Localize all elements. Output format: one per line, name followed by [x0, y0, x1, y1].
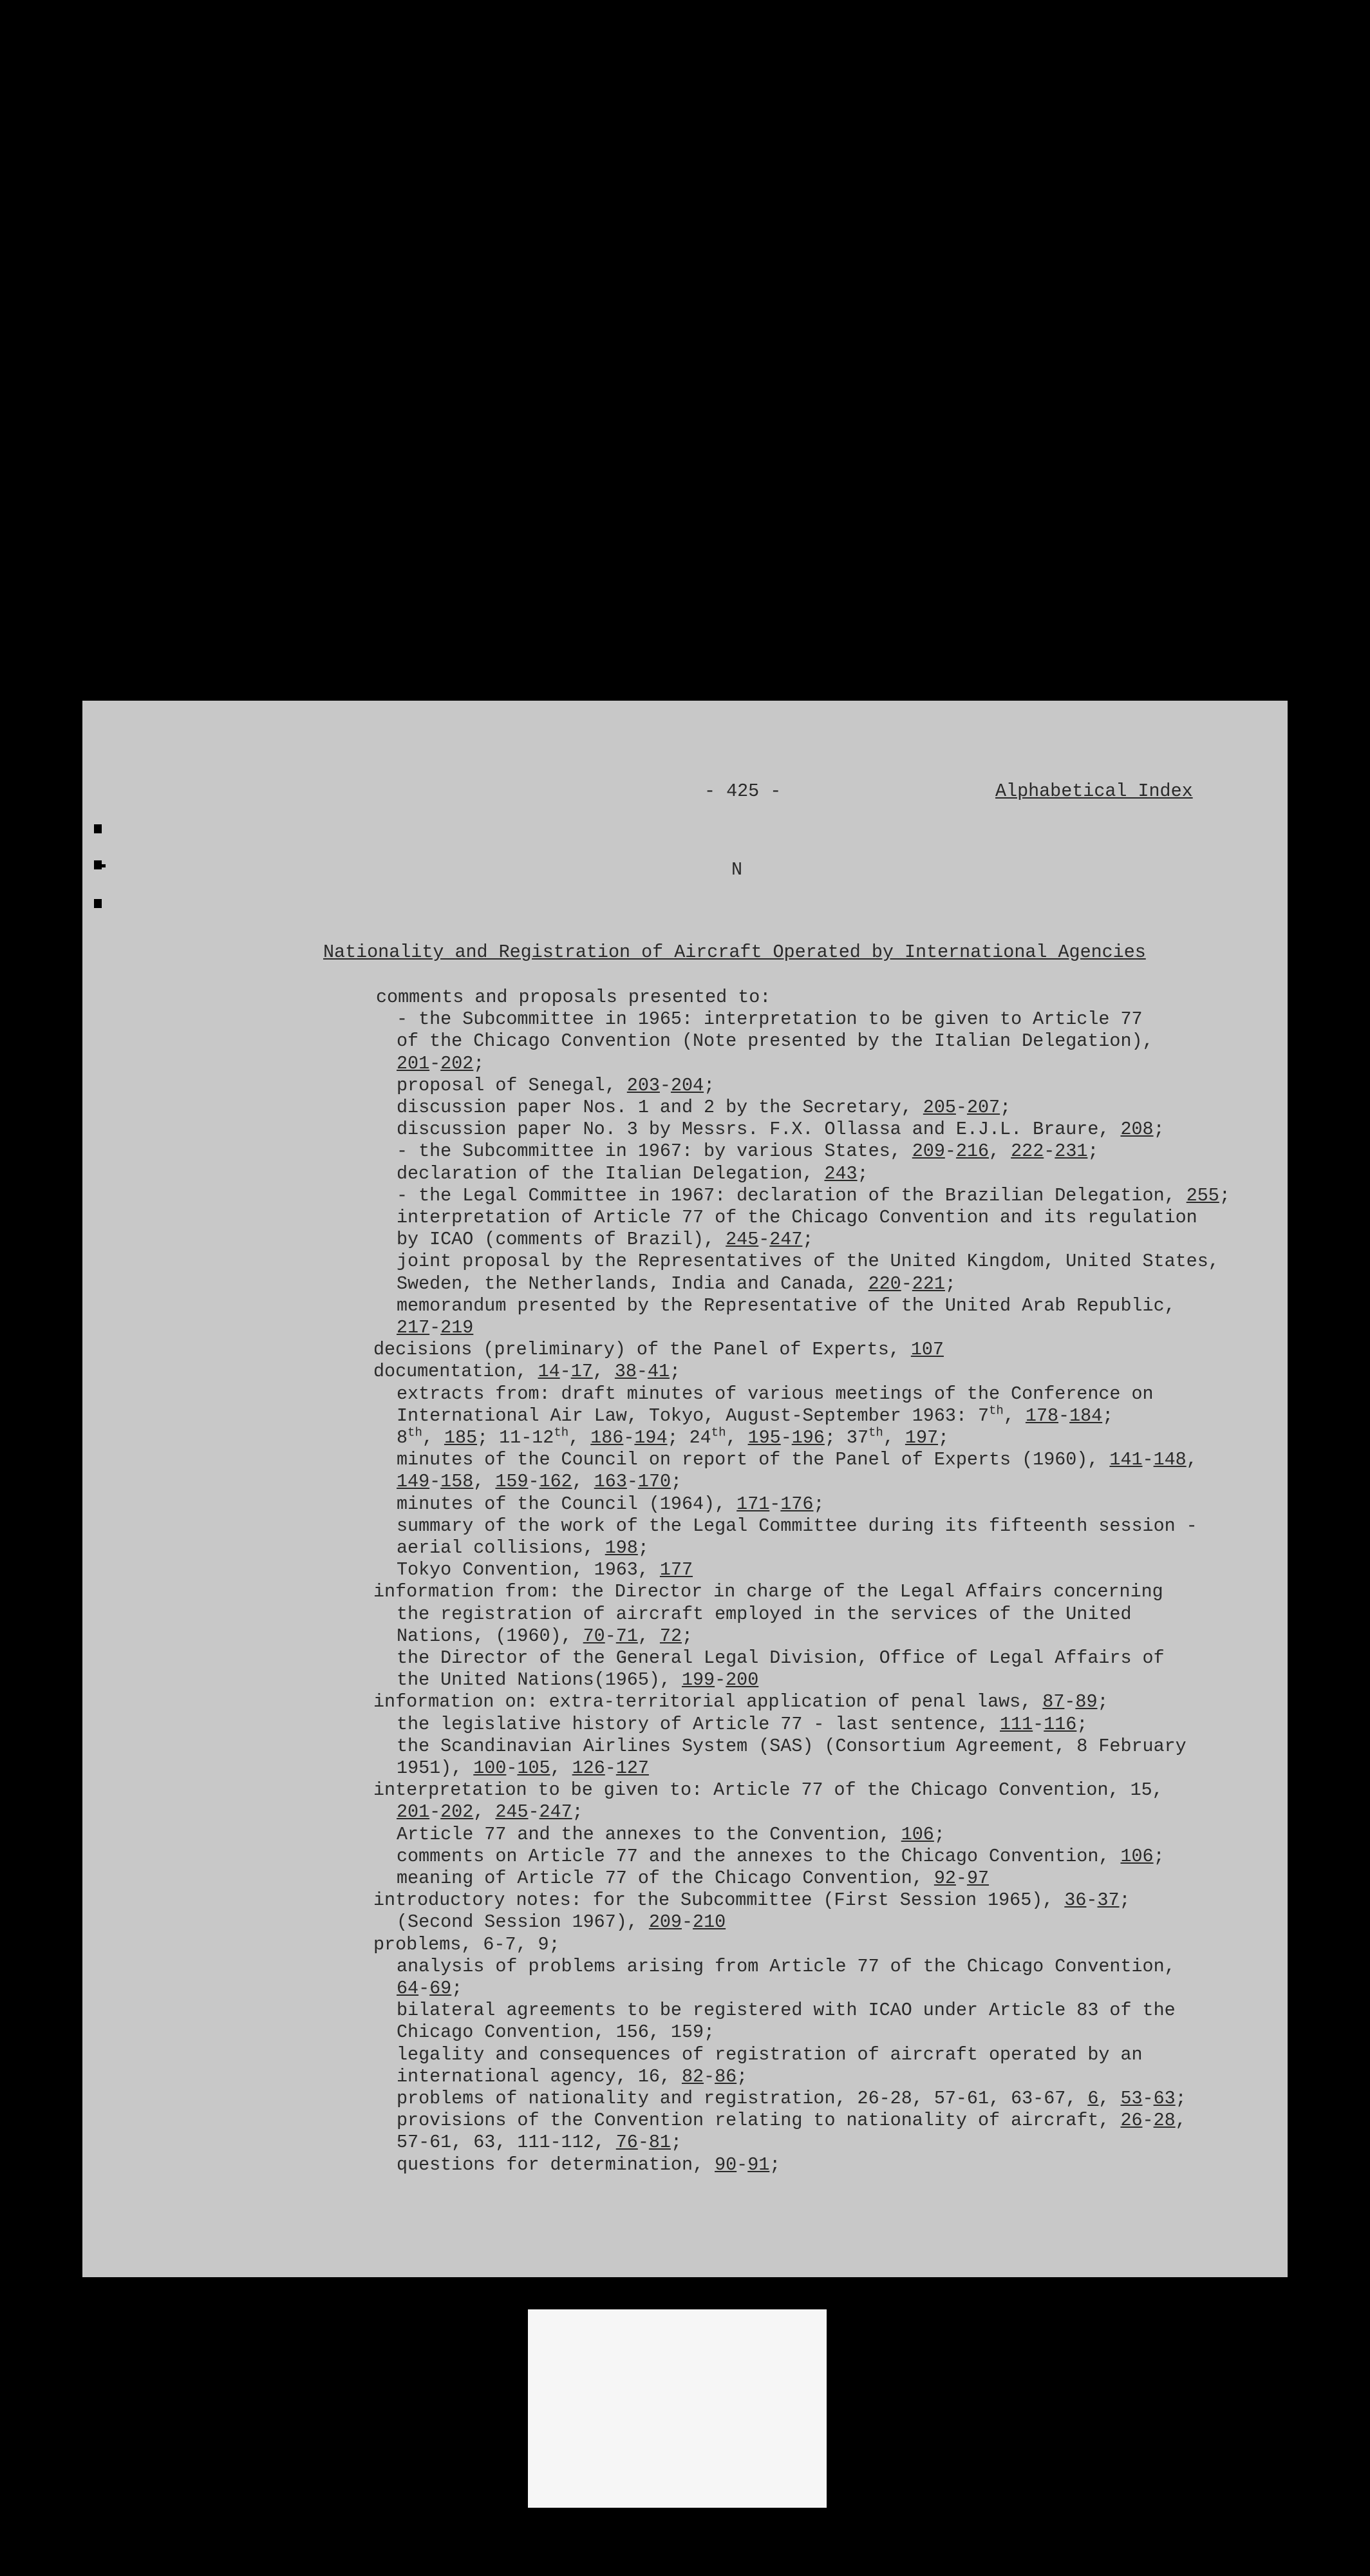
line-text: interpretation to be given to: Article 77 of the Chicago Convention, 15, — [373, 1779, 1163, 1801]
page-reference: 231 — [1055, 1141, 1088, 1162]
page-reference: 158 — [440, 1471, 474, 1493]
line-text: the registration of aircraft employed in the services of the United — [397, 1603, 1132, 1625]
index-line — [397, 1317, 473, 1339]
line-text: - — [769, 1493, 781, 1515]
line-text: introductory notes: for the Subcommittee (First Session 1965), — [373, 1889, 1065, 1911]
page-reference: 196 — [791, 1427, 825, 1448]
page-reference: 209 — [912, 1141, 945, 1162]
page-reference: 199 — [681, 1669, 715, 1691]
line-text: - — [637, 2132, 649, 2154]
line-text: ; — [1153, 1119, 1165, 1141]
page-reference: 36 — [1064, 1889, 1087, 1911]
index-line — [397, 1141, 1098, 1162]
line-text: - — [1058, 1405, 1070, 1426]
line-text: ; — [769, 2154, 781, 2175]
page-reference: 170 — [637, 1471, 671, 1493]
page-reference: 105 — [517, 1757, 550, 1779]
line-text: ; — [857, 1162, 868, 1184]
line-text: 8 — [397, 1427, 408, 1448]
index-line — [373, 1581, 1163, 1603]
line-text: Article 77 and the annexes to the Convention, — [397, 1823, 901, 1845]
line-text: ; — [737, 2065, 748, 2087]
index-line — [397, 1075, 715, 1097]
index-line — [397, 1295, 1176, 1317]
index-line — [397, 1604, 1132, 1625]
line-text: - — [429, 1317, 441, 1338]
index-line — [397, 1405, 1113, 1427]
line-text: - — [605, 1625, 616, 1647]
page-reference: 92 — [934, 1868, 956, 1889]
line-text: ; — [1175, 2088, 1187, 2109]
index-line — [397, 1449, 1197, 1471]
page-reference: 159 — [495, 1471, 529, 1493]
index-line — [397, 2022, 715, 2043]
index-line — [397, 1251, 1219, 1273]
index-line — [397, 1009, 1143, 1030]
page-reference: 200 — [726, 1669, 759, 1691]
line-text: comments on Article 77 and the annexes to the Chicago Convention, — [397, 1845, 1121, 1867]
page-reference: 41 — [647, 1361, 670, 1383]
index-line — [373, 1779, 1163, 1801]
line-text: ; — [1119, 1889, 1131, 1911]
page-reference: 177 — [659, 1559, 693, 1581]
line-text: - — [1142, 2088, 1154, 2109]
line-text: - — [704, 2065, 715, 2087]
line-text: ; — [813, 1493, 825, 1515]
ordinal-suffix: th — [711, 1425, 726, 1440]
page-reference: 64 — [397, 1978, 419, 1999]
ordinal-suffix: th — [554, 1425, 569, 1440]
page-reference: 37 — [1097, 1889, 1120, 1911]
line-text: ; 24 — [667, 1427, 711, 1448]
line-text: ; — [670, 1361, 681, 1383]
line-text: meaning of Article 77 of the Chicago Convention, — [397, 1868, 934, 1889]
line-text: minutes of the Council (1964), — [397, 1493, 737, 1515]
page-reference: 208 — [1120, 1119, 1154, 1141]
index-line — [397, 1119, 1165, 1141]
page-reference: 6 — [1087, 2088, 1099, 2109]
line-text: ; — [944, 1273, 956, 1294]
index-line — [397, 1185, 1230, 1207]
line-text: ; — [451, 1978, 463, 1999]
index-line — [397, 1647, 1165, 1669]
page-reference: 53 — [1120, 2088, 1143, 2109]
index-line — [397, 1383, 1154, 1405]
page-reference: 185 — [444, 1427, 478, 1448]
index-line — [397, 1537, 649, 1559]
index-letter: N — [731, 859, 743, 880]
line-text: ; — [682, 1625, 693, 1647]
line-text: - — [418, 1978, 430, 1999]
page-reference: 72 — [659, 1625, 682, 1647]
page-reference: 184 — [1069, 1405, 1103, 1426]
line-text: ; — [670, 2132, 682, 2154]
page-reference: 219 — [440, 1317, 474, 1338]
index-line — [397, 1273, 956, 1295]
line-text: ; — [1087, 1141, 1099, 1162]
index-line — [373, 1339, 944, 1361]
edge-mark — [94, 824, 102, 833]
index-line — [397, 2132, 682, 2154]
page-reference: 149 — [397, 1471, 430, 1493]
line-text: the United Nations(1965), — [397, 1669, 682, 1691]
line-text: - — [1033, 1713, 1044, 1735]
line-text: bilateral agreements to be registered with ICAO under Article 83 of the — [397, 2000, 1176, 2022]
line-text: ; — [572, 1801, 583, 1823]
line-text: ; — [1102, 1405, 1114, 1426]
index-line — [397, 1427, 949, 1449]
line-text: ; — [704, 1074, 715, 1096]
page-reference: 210 — [693, 1911, 726, 1933]
page-reference: 69 — [429, 1978, 452, 1999]
line-text: , — [422, 1427, 444, 1448]
page-reference: 216 — [955, 1141, 990, 1162]
line-text: - — [780, 1427, 792, 1448]
line-text: - — [1086, 1889, 1098, 1911]
line-text: minutes of the Council on report of the Panel of Experts (1960), — [397, 1449, 1110, 1471]
line-text: ; — [1076, 1713, 1088, 1735]
line-text: ; — [934, 1823, 945, 1845]
page-reference: 82 — [681, 2065, 704, 2087]
index-line — [397, 1824, 945, 1846]
page-reference: 116 — [1044, 1713, 1077, 1735]
index-line — [397, 1471, 682, 1493]
index-line — [397, 1030, 1154, 1052]
line-text: - — [636, 1361, 648, 1383]
line-text: - — [955, 1868, 967, 1889]
page-reference: 171 — [737, 1493, 770, 1515]
index-line — [397, 1559, 693, 1581]
line-text: interpretation of Article 77 of the Chicago Convention and its regulation — [397, 1207, 1197, 1228]
page-reference: 243 — [824, 1162, 858, 1184]
index-line — [397, 1625, 693, 1647]
line-text: - — [901, 1273, 912, 1294]
line-text: , — [473, 1801, 496, 1823]
line-text: , — [637, 1625, 660, 1647]
line-text: joint proposal by the Representatives of the United Kingdom, United States, — [397, 1251, 1219, 1273]
line-text: information on: extra-territorial application of penal laws, — [373, 1691, 1043, 1713]
page-reference: 217 — [397, 1317, 430, 1338]
page-reference: 245 — [726, 1229, 759, 1251]
page-reference: 205 — [923, 1097, 956, 1118]
line-text: - — [1142, 1449, 1154, 1471]
index-line — [373, 1934, 560, 1956]
line-text: - — [506, 1757, 518, 1779]
line-text: - — [429, 1801, 441, 1823]
index-line — [397, 1956, 1176, 1978]
index-line — [373, 1361, 680, 1383]
page-reference: 203 — [626, 1074, 660, 1096]
line-text: - — [1142, 2110, 1154, 2132]
line-text: documentation, — [373, 1361, 538, 1383]
line-text: 1951), — [397, 1757, 474, 1779]
page-reference: 14 — [538, 1361, 560, 1383]
line-text: ; — [802, 1229, 814, 1251]
page-reference: 197 — [905, 1427, 939, 1448]
page-reference: 245 — [495, 1801, 529, 1823]
page-reference: 222 — [1011, 1141, 1044, 1162]
line-text: , — [473, 1471, 496, 1493]
line-text: summary of the work of the Legal Committee during its fifteenth session - — [397, 1515, 1197, 1537]
page-reference: 100 — [473, 1757, 507, 1779]
page-reference: 111 — [1000, 1713, 1033, 1735]
page-reference: 194 — [634, 1427, 668, 1448]
index-line — [373, 1691, 1109, 1713]
edge-mark — [100, 864, 106, 867]
page-reference: 89 — [1075, 1691, 1098, 1713]
edge-mark — [94, 899, 102, 908]
page-reference: 106 — [1120, 1845, 1154, 1867]
line-text: 57-61, 63, 111-112, — [397, 2132, 616, 2154]
line-text: Chicago Convention, 156, 159; — [397, 2022, 715, 2043]
line-text: Sweden, the Netherlands, India and Canada, — [397, 1273, 868, 1294]
line-text: proposal of Senegal, — [397, 1074, 627, 1096]
page-reference: 204 — [670, 1074, 704, 1096]
line-text: - — [737, 2154, 748, 2175]
line-text: - — [626, 1471, 638, 1493]
page-reference: 28 — [1153, 2110, 1176, 2132]
page-reference: 107 — [910, 1339, 944, 1361]
line-text: - — [429, 1471, 441, 1493]
page-reference: 255 — [1186, 1184, 1219, 1206]
line-text: - — [528, 1801, 540, 1823]
index-line — [397, 1493, 825, 1515]
page-reference: 176 — [780, 1493, 814, 1515]
page-reference: 221 — [912, 1273, 945, 1294]
line-text: ; — [1000, 1097, 1011, 1118]
page-reference: 127 — [615, 1757, 649, 1779]
page-reference: 202 — [440, 1801, 474, 1823]
index-line — [397, 2044, 1143, 2066]
page-reference: 71 — [615, 1625, 638, 1647]
page-reference: 81 — [648, 2132, 671, 2154]
page-reference: 201 — [397, 1052, 430, 1074]
line-text: Tokyo Convention, 1963, — [397, 1559, 660, 1581]
index-line — [397, 1868, 989, 1889]
page-reference: 195 — [747, 1427, 781, 1448]
line-text: discussion paper Nos. 1 and 2 by the Secretary, — [397, 1097, 923, 1118]
page-reference: 209 — [648, 1911, 682, 1933]
line-text: - the Legal Committee in 1967: declaration of the Brazilian Delegation, — [397, 1184, 1187, 1206]
line-text: - — [715, 1669, 726, 1691]
ordinal-suffix: th — [989, 1403, 1004, 1418]
line-text: - — [623, 1427, 635, 1448]
line-text: - — [559, 1361, 571, 1383]
line-text: ; 37 — [824, 1427, 869, 1448]
line-text: , — [572, 1471, 594, 1493]
index-line — [376, 987, 771, 1009]
index-line — [397, 1515, 1197, 1537]
line-text: decisions (preliminary) of the Panel of Experts, — [373, 1339, 911, 1361]
line-text: , — [1186, 1449, 1197, 1471]
line-text: - — [681, 1911, 693, 1933]
line-text: - — [955, 1097, 967, 1118]
line-text: declaration of the Italian Delegation, — [397, 1162, 825, 1184]
index-line — [397, 2088, 1187, 2110]
page-reference: 63 — [1153, 2088, 1176, 2109]
page-reference: 91 — [747, 2154, 770, 2175]
page-reference: 17 — [570, 1361, 593, 1383]
page-reference: 178 — [1025, 1405, 1059, 1426]
ordinal-suffix: th — [868, 1425, 883, 1440]
line-text: , — [550, 1757, 572, 1779]
document-page — [82, 701, 1288, 2277]
line-text: - — [944, 1141, 956, 1162]
page-reference: 70 — [583, 1625, 605, 1647]
blank-card — [528, 2309, 827, 2508]
line-text: ; — [1219, 1184, 1230, 1206]
line-text: - — [659, 1074, 671, 1096]
line-text: ; — [671, 1471, 682, 1493]
line-text: , — [726, 1427, 748, 1448]
index-line — [397, 1736, 1187, 1757]
page-reference: 162 — [539, 1471, 572, 1493]
index-line — [397, 1207, 1197, 1229]
index-line — [397, 1097, 1011, 1119]
line-text: - — [758, 1229, 770, 1251]
page-reference: 106 — [901, 1823, 934, 1845]
line-text: information from: the Director in charge of the Legal Affairs concerning — [373, 1581, 1163, 1603]
line-text: - the Subcommittee in 1965: interpretation to be given to Article 77 — [397, 1009, 1143, 1030]
section-title: Alphabetical Index — [995, 781, 1193, 802]
line-text: the Director of the General Legal Division, Office of Legal Affairs of — [397, 1647, 1165, 1669]
page-reference: 247 — [769, 1229, 803, 1251]
page-reference: 220 — [868, 1273, 901, 1294]
line-text: discussion paper No. 3 by Messrs. F.X. Ollassa and E.J.L. Braure, — [397, 1119, 1121, 1141]
line-text: - — [528, 1471, 540, 1493]
line-text: ; 11-12 — [477, 1427, 554, 1448]
index-line — [397, 2000, 1176, 2022]
page-reference: 198 — [605, 1537, 638, 1558]
page-reference: 148 — [1153, 1449, 1187, 1471]
page-reference: 141 — [1109, 1449, 1143, 1471]
ordinal-suffix: th — [408, 1425, 422, 1440]
line-text: ; — [637, 1537, 649, 1558]
page-reference: 87 — [1042, 1691, 1065, 1713]
line-text: - — [429, 1052, 441, 1074]
page-reference: 90 — [715, 2154, 737, 2175]
page-reference: 207 — [966, 1097, 1000, 1118]
line-text: extracts from: draft minutes of various meetings of the Conference on — [397, 1383, 1154, 1405]
line-text: Nations, (1960), — [397, 1625, 583, 1647]
index-line — [397, 1053, 484, 1075]
line-text: , — [1003, 1405, 1026, 1426]
line-text: legality and consequences of registration of aircraft operated by an — [397, 2043, 1143, 2065]
line-text: , — [1175, 2110, 1187, 2132]
line-text: , — [989, 1141, 1011, 1162]
line-text: by ICAO (comments of Brazil), — [397, 1229, 726, 1251]
line-text: , — [568, 1427, 591, 1448]
index-line — [397, 1229, 813, 1251]
index-line — [397, 1757, 649, 1779]
page-reference: 202 — [440, 1052, 474, 1074]
line-text: - the Subcommittee in 1967: by various States, — [397, 1141, 912, 1162]
line-text: the legislative history of Article 77 - last sentence, — [397, 1713, 1000, 1735]
index-line — [397, 1978, 462, 2000]
index-line — [397, 1669, 758, 1691]
line-text: International Air Law, Tokyo, August-September 1963: 7 — [397, 1405, 990, 1426]
page-reference: 186 — [590, 1427, 624, 1448]
line-text: ; — [1153, 1845, 1165, 1867]
page-reference: 26 — [1120, 2110, 1143, 2132]
line-text: , — [883, 1427, 905, 1448]
line-text: - — [1044, 1141, 1055, 1162]
index-line — [397, 1714, 1087, 1736]
index-line — [373, 1889, 1131, 1911]
line-text: of the Chicago Convention (Note presented by the Italian Delegation), — [397, 1030, 1154, 1052]
line-text: analysis of problems arising from Article 77 of the Chicago Convention, — [397, 1955, 1176, 1977]
page-reference: 163 — [594, 1471, 627, 1493]
index-line — [397, 1846, 1165, 1868]
line-text: , — [592, 1361, 615, 1383]
line-text: memorandum presented by the Representative of the United Arab Republic, — [397, 1294, 1176, 1316]
line-text: ; — [938, 1427, 950, 1448]
page-reference: 76 — [615, 2132, 638, 2154]
index-heading: Nationality and Registration of Aircraft Operated by International Agencies — [323, 942, 1146, 963]
index-line — [397, 2154, 780, 2176]
index-line — [397, 1163, 868, 1185]
line-text: - — [605, 1757, 616, 1779]
line-text: international agency, 16, — [397, 2065, 682, 2087]
line-text: , — [1098, 2088, 1121, 2109]
index-line — [397, 2066, 747, 2088]
page-reference: 201 — [397, 1801, 430, 1823]
line-text: problems, 6-7, 9; — [373, 1933, 560, 1955]
page-reference: 38 — [614, 1361, 637, 1383]
line-text: comments and proposals presented to: — [376, 987, 771, 1008]
page-reference: 97 — [966, 1868, 990, 1889]
line-text: questions for determination, — [397, 2154, 715, 2175]
line-text: problems of nationality and registration, 26-28, 57-61, 63-67, — [397, 2088, 1088, 2109]
line-text: the Scandinavian Airlines System (SAS) (Consortium Agreement, 8 February — [397, 1735, 1187, 1757]
page-number: - 425 - — [704, 781, 782, 802]
line-text: ; — [473, 1052, 485, 1074]
index-line — [397, 1911, 726, 1933]
line-text: - — [1064, 1691, 1076, 1713]
index-line — [397, 2110, 1187, 2132]
line-text: (Second Session 1967), — [397, 1911, 649, 1933]
line-text: aerial collisions, — [397, 1537, 605, 1558]
line-text: provisions of the Convention relating to nationality of aircraft, — [397, 2110, 1121, 2132]
line-text: ; — [1097, 1691, 1109, 1713]
page-reference: 86 — [715, 2065, 737, 2087]
index-line — [397, 1801, 583, 1823]
page-reference: 126 — [572, 1757, 605, 1779]
page-reference: 247 — [539, 1801, 572, 1823]
